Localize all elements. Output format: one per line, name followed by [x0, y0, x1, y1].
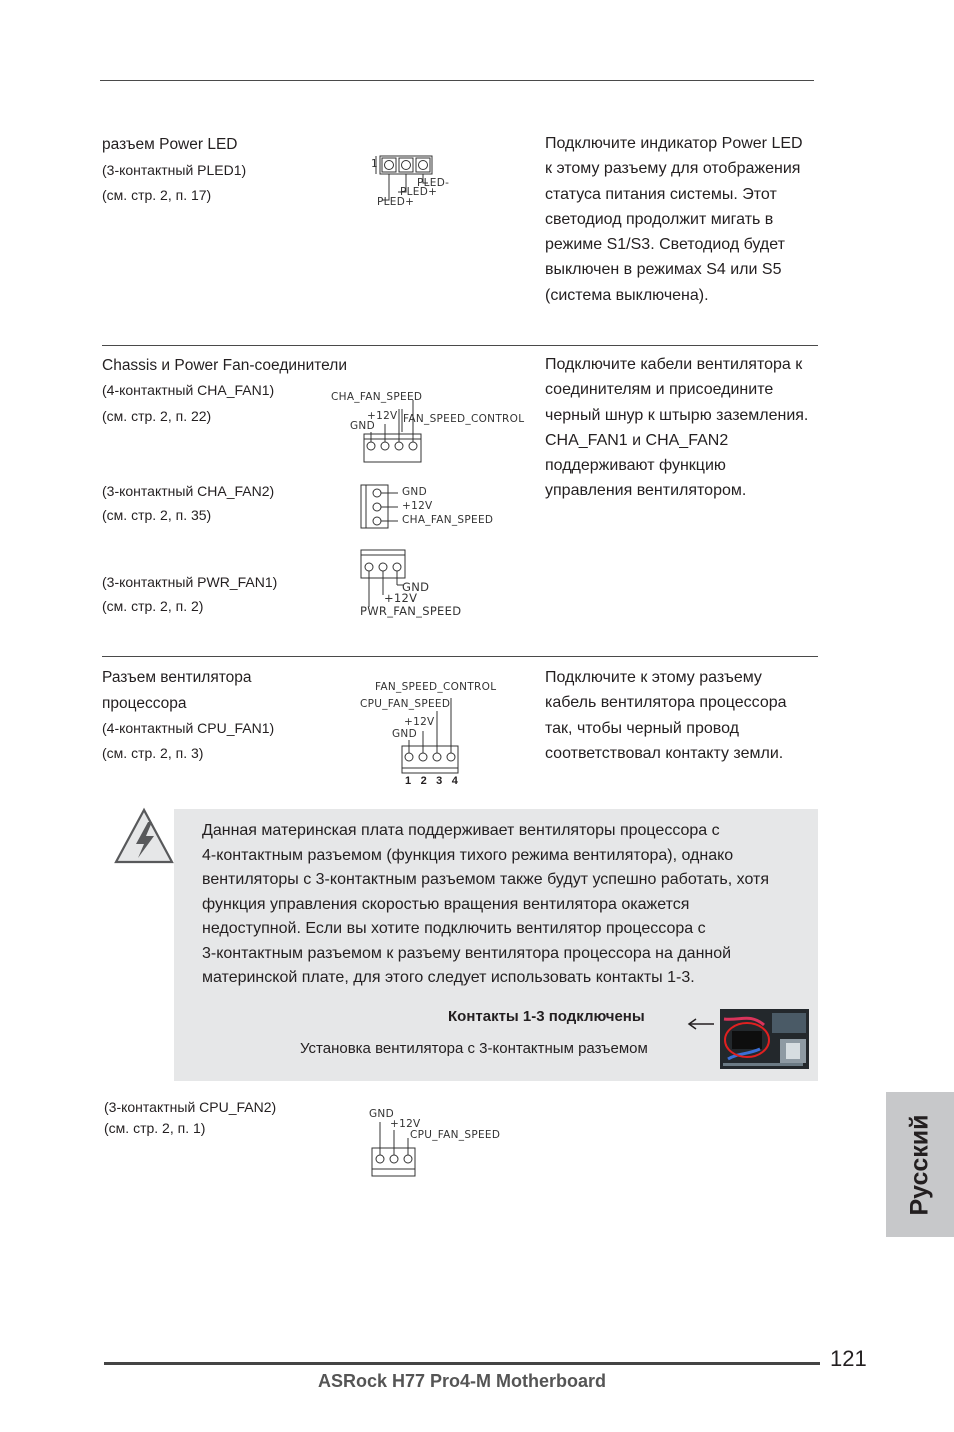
pwr-fan1-pin-12v: +12V [384, 591, 418, 605]
cha-fan1-pin-12v: +12V [367, 410, 398, 422]
pins-connected-caption: Контакты 1-3 подключены [448, 1008, 645, 1025]
language-side-tab [886, 1092, 954, 1237]
cha-fan1-pin-control: FAN_SPEED_CONTROL [403, 413, 525, 425]
cha-fan2-sub2: (см. стр. 2, п. 35) [102, 507, 212, 523]
cpu-fan2-pin-12v: +12V [390, 1118, 421, 1130]
cha-fan1-pin-speed: CHA_FAN_SPEED [331, 391, 423, 403]
pled-pin1-number: 1 [371, 158, 378, 170]
warning-note-text: Данная материнская плата поддерживает вентиляторы процессора с 4-контактным разъемом (функция тихого режима вентилятора), однако вентиляторы с 3-контактным разъемом также будут успешно работать, хотя функция управления скоростью вращения вентилятора окажется недоступной. Если вы хотите подключить вентилятор процессора с 3-контактным разъемом к разъему вентилятора процессора на данной материнской плате, для этого следует использовать контакты 1-3. [202, 822, 769, 986]
cha-fan1-sub2: (см. стр. 2, п. 22) [102, 408, 212, 424]
cpu-fan-description: Подключите к этому разъему кабель вентилятора процессора так, чтобы черный провод соответствовал контакту земли. [545, 669, 787, 762]
cpu-fan1-pin-speed: CPU_FAN_SPEED [360, 698, 451, 710]
cpu-fan1-sub2: (см. стр. 2, п. 3) [102, 745, 204, 761]
warning-note-box [174, 809, 818, 1081]
warning-icon [112, 806, 176, 866]
cha-fan2-connector-icon [358, 482, 408, 532]
cpu-fan-title-1: Разъем вентилятора [102, 669, 252, 686]
pwr-fan1-pin-gnd: GND [402, 580, 430, 594]
cha-fan2-diagram [358, 482, 408, 532]
cha-fan2-pin-12v: +12V [402, 500, 433, 512]
cpu-fan2-pin-speed: CPU_FAN_SPEED [410, 1129, 501, 1141]
top-rule [100, 80, 814, 81]
cpu-fan2-sub1: (3-контактный CPU_FAN2) [104, 1099, 277, 1115]
section-rule-1 [102, 345, 818, 346]
cha-fan1-pin-gnd: GND [350, 420, 375, 432]
pwr-fan1-sub1: (3-контактный PWR_FAN1) [102, 574, 278, 590]
cpu-fan2-pin-gnd: GND [369, 1108, 394, 1120]
cha-fan2-pin-speed: CHA_FAN_SPEED [402, 514, 494, 526]
pwr-fan1-pin-speed: PWR_FAN_SPEED [360, 604, 462, 618]
fans-title: Chassis и Power Fan-соединители [102, 357, 347, 374]
cpu-fan1-pin-12v: +12V [404, 716, 435, 728]
power-led-title: разъем Power LED [102, 136, 238, 153]
cpu-fan1-sub1: (4-контактный CPU_FAN1) [102, 720, 275, 736]
cpu-fan1-pin-gnd: GND [392, 728, 417, 740]
cpu-fan1-pin-control: FAN_SPEED_CONTROL [375, 681, 497, 693]
install-caption: Установка вентилятора с 3-контактным разъемом [300, 1040, 648, 1057]
footer-rule [104, 1362, 820, 1365]
page-number: 121 [830, 1346, 867, 1371]
cpu-fan2-sub2: (см. стр. 2, п. 1) [104, 1120, 206, 1136]
pled-pin-plus-2: PLED+ [377, 196, 415, 208]
footer-title: ASRock H77 Pro4-M Motherboard [318, 1371, 607, 1391]
power-led-sub2: (см. стр. 2, п. 17) [102, 187, 212, 203]
language-side-tab-label: Русский [905, 1113, 934, 1216]
cha-fan1-sub1: (4-контактный CHA_FAN1) [102, 382, 275, 398]
cha-fan2-pin-gnd: GND [402, 486, 427, 498]
cha-fan2-sub1: (3-контактный CHA_FAN2) [102, 483, 275, 499]
section-rule-2 [102, 656, 818, 657]
pled-pin-plus-1: PLED+ [400, 186, 438, 198]
power-led-sub1: (3-контактный PLED1) [102, 162, 247, 178]
cpu-fan-title-2: процессора [102, 695, 187, 712]
power-led-description: Подключите индикатор Power LED к этому разъему для отображения статуса питания системы. Этот светодиод продолжит мигать в режиме S1/S3. Светодиод будет выключен в режимах S4 или S5 (система выключена). [545, 135, 803, 304]
pled-pin-minus: PLED- [417, 177, 450, 189]
fans-description: Подключите кабели вентилятора к соединителям и присоедините черный шнур к штырю заземления. CHA_FAN1 и CHA_FAN2 поддерживают функцию управления вентилятором. [545, 356, 809, 500]
pwr-fan1-sub2: (см. стр. 2, п. 2) [102, 598, 204, 614]
fan-installation-photo [720, 1009, 809, 1069]
arrow-left-icon [686, 1017, 716, 1029]
cpu-fan1-pin-numbers: 1 2 3 4 [405, 775, 462, 787]
